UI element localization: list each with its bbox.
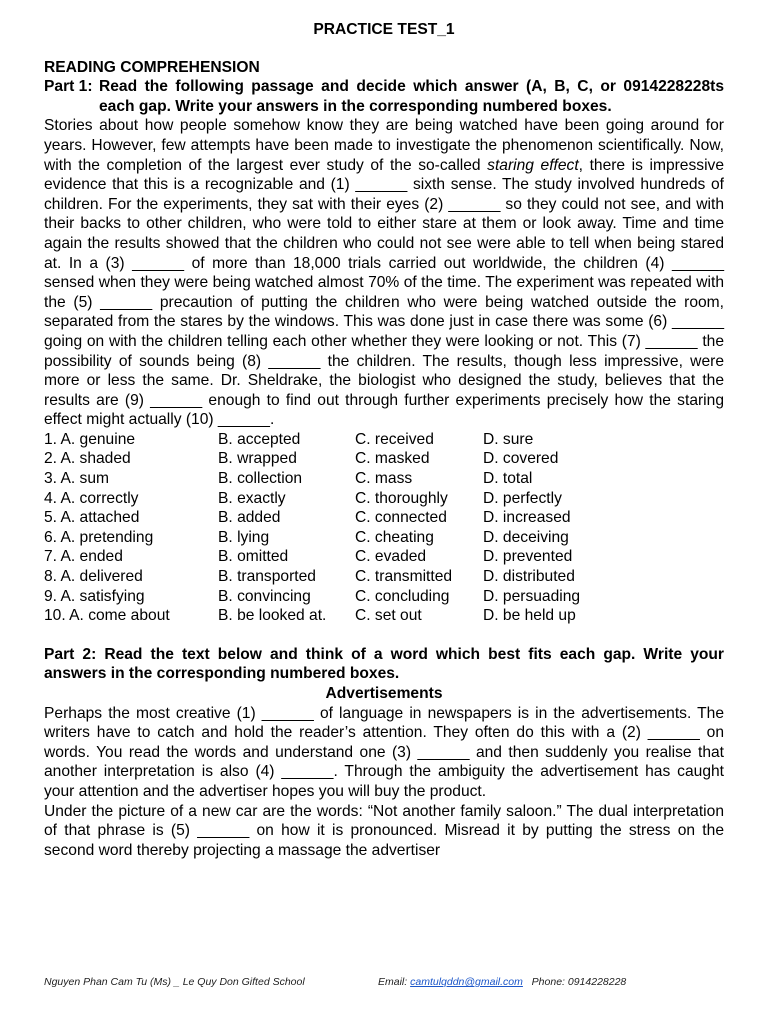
option-row: [44, 508, 724, 528]
option-a: 4. A. correctly: [44, 489, 139, 507]
option-d: D. increased: [483, 509, 571, 527]
option-b: B. transported: [218, 568, 316, 586]
option-b: B. lying: [218, 528, 270, 546]
option-a: 5. A. attached: [44, 509, 140, 527]
option-d: D. sure: [483, 430, 534, 448]
option-row: [44, 567, 724, 587]
part2-paragraph-2: Under the picture of a new car are the words: “Not another family saloon.” The dual interpretation of that phrase is (5) ______ on how it is pronounced. Misread it by putting the stress on the second word thereby projecting a massage the advertiser: [44, 802, 724, 859]
option-c: C. connected: [355, 509, 447, 527]
option-a: 10. A. come about: [44, 607, 170, 625]
option-a: 8. A. delivered: [44, 568, 143, 586]
option-row: [44, 430, 724, 450]
option-c: C. cheating: [355, 528, 434, 546]
option-c: C. thoroughly: [355, 489, 448, 507]
footer-phone: Phone: 0914228228: [531, 976, 627, 988]
option-b: B. exactly: [218, 489, 286, 507]
option-c: C. concluding: [355, 587, 450, 605]
option-a: 7. A. ended: [44, 548, 123, 566]
option-b: B. wrapped: [218, 450, 297, 468]
option-d: D. deceiving: [483, 528, 569, 546]
option-b: B. be looked at.: [218, 607, 327, 625]
document-page: [44, 20, 724, 860]
passage-text-a: Stories about how people somehow know they are being watched have been going around for years. However, few attempts have been made to investigate the phenomenon scientifically. Now, with the completion of the largest ever study of the so-called: [44, 117, 724, 174]
option-a: 3. A. sum: [44, 470, 110, 488]
option-row: [44, 469, 724, 489]
option-d: D. persuading: [483, 587, 581, 605]
option-b: B. convincing: [218, 587, 311, 605]
option-c: C. received: [355, 430, 434, 448]
option-row: [44, 449, 724, 469]
part2-instruction: Part 2: Read the text below and think of a word which best fits each gap. Write your answers in the corresponding numbered boxes.: [44, 645, 724, 683]
option-c: C. mass: [355, 470, 413, 488]
option-row: [44, 606, 724, 626]
option-row: [44, 489, 724, 509]
option-d: D. prevented: [483, 548, 573, 566]
part1-label: Part 1:: [44, 78, 93, 96]
option-row: [44, 528, 724, 548]
footer-email-label: Email:: [378, 976, 408, 988]
answer-options: [44, 430, 724, 626]
part1-instruction-text: Read the following passage and decide which answer (A, B, C, or 0914228228ts each gap. Write your answers in the corresponding numbered boxes.: [99, 78, 724, 115]
part1-passage: [44, 116, 724, 430]
option-a: 2. A. shaded: [44, 450, 131, 468]
option-b: B. omitted: [218, 548, 289, 566]
option-row: [44, 587, 724, 607]
option-d: D. be held up: [483, 607, 576, 625]
footer-contact: [378, 976, 626, 988]
section-heading: READING COMPREHENSION: [44, 58, 260, 76]
option-a: 6. A. pretending: [44, 528, 154, 546]
page-title: PRACTICE TEST_1: [313, 21, 455, 38]
option-d: D. total: [483, 470, 533, 488]
option-c: C. transmitted: [355, 568, 453, 586]
option-d: D. perfectly: [483, 489, 562, 507]
part1-instruction: [44, 77, 724, 116]
option-c: C. evaded: [355, 548, 427, 566]
footer-author: Nguyen Phan Cam Tu (Ms) _ Le Quy Don Gifted School: [44, 976, 305, 988]
option-row: [44, 547, 724, 567]
option-b: B. accepted: [218, 430, 301, 448]
option-a: 9. A. satisfying: [44, 587, 145, 605]
option-b: B. collection: [218, 470, 303, 488]
option-a: 1. A. genuine: [44, 430, 136, 448]
passage-italic: staring effect: [487, 156, 579, 174]
part2-title: Advertisements: [325, 685, 443, 702]
part2-paragraph-1: Perhaps the most creative (1) ______ of language in newspapers is in the advertisements. The writers have to catch and hold the reader’s attention. They often do this with a (2) ______ on words. You read the words and understand one (3) ______ and then suddenly you realise that another interpretation is also (4) ______. Through the ambiguity the advertisement has caught your attention and the advertiser hopes you will buy the product.: [44, 704, 724, 800]
footer-email-link[interactable]: camtulqddn@gmail.com: [410, 976, 523, 988]
option-b: B. added: [218, 509, 281, 527]
passage-text-b: , there is impressive evidence that this is a recognizable and (1) ______ sixth sense. The study involved hundreds of children. For the experiments, they sat with their eyes (2) ______ so they could not see, and with their backs to other children, who were told to either stare at them or look away. Time and time again the results showed that the children who could not see were able to tell when being stared at. In a (3) ______ of more than 18,000 trials carried out worldwide, the children (4) ______ sensed when they were being watched almost 70% of the time. The experiment was repeated with the (5) ______ precaution of putting the children who were being watched outside the room, separated from the stares by the windows. This was done just in case there was some (6) ______ going on with the children telling each other whether they were looking or not. This (7) ______ the possibility of sounds being (8) ______ the children. The results, though less impressive, were more or less the same. Dr. Sheldrake, the biologist who designed the study, believes that the results are (9) ______ enough to find out through further experiments precisely how the staring effect might actually (10) ______.: [44, 156, 725, 429]
option-c: C. masked: [355, 450, 430, 468]
option-d: D. distributed: [483, 568, 575, 586]
option-d: D. covered: [483, 450, 559, 468]
option-c: C. set out: [355, 607, 422, 625]
